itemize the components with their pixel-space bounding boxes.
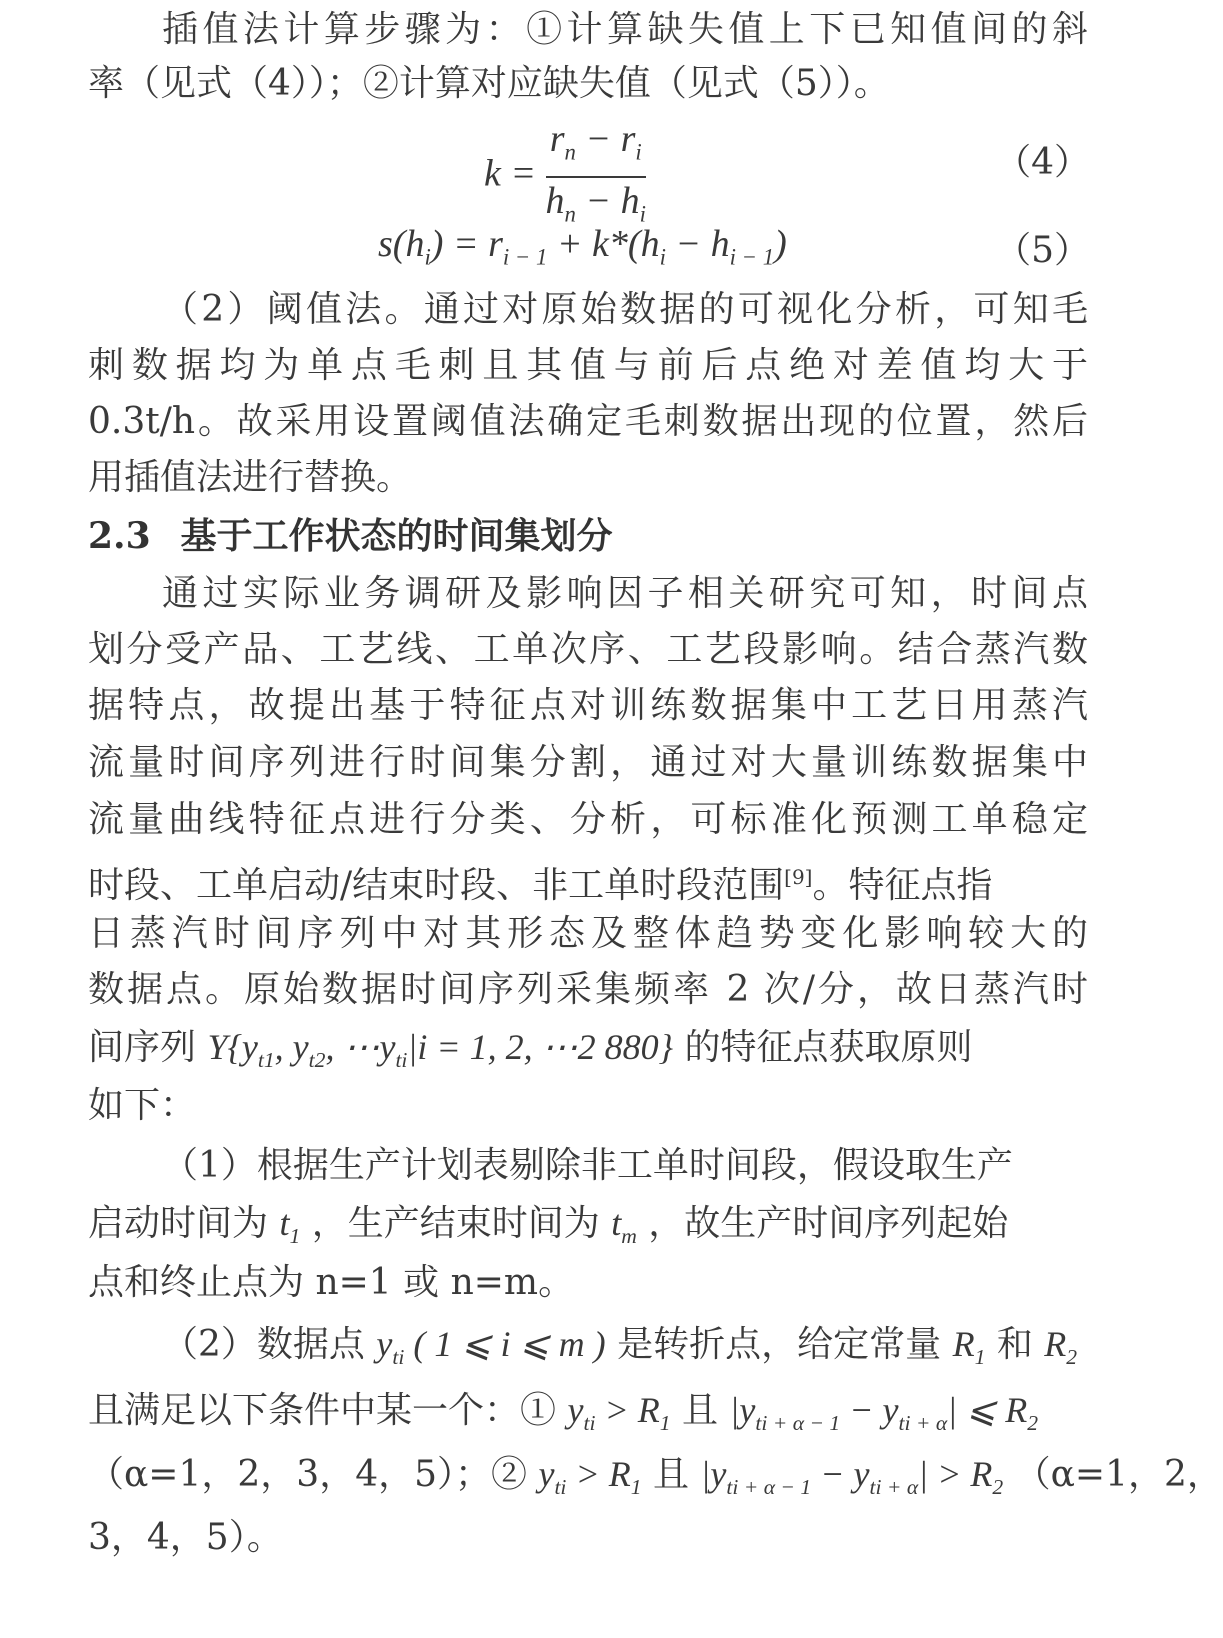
paragraph-line: （1）根据生产计划表剔除非工单时间段，假设取生产 — [162, 1145, 1013, 1186]
paragraph-line: 如下： — [88, 1085, 197, 1126]
paragraph-line — [162, 1314, 1088, 1374]
text-span: 间序列 — [88, 1027, 197, 1068]
paragraph-line: 用插值法进行替换。 — [88, 457, 413, 498]
section-title: 基于工作状态的时间集划分 — [180, 515, 613, 557]
text-span: 且 — [682, 1390, 719, 1431]
text-span: （α=1，2，3，4，5）；② — [88, 1454, 527, 1495]
paragraph-line: 点和终止点为 n=1 或 n=m。 — [88, 1262, 575, 1303]
text-span: 时段、工单启动/结束时段、非工单时段范围 — [88, 865, 785, 906]
equation-5: $s(h_i) = r_{i - 1} + k*(h_i - h_{i - 1})$ — [378, 223, 787, 270]
equation-number: （4） — [995, 142, 1090, 183]
section-number: 2.3 — [88, 515, 151, 557]
paragraph-line — [88, 1193, 1088, 1253]
paragraph-line: 据特点，故提出基于特征点对训练数据集中工艺日用蒸汽 — [88, 685, 1088, 726]
text-span: 。特征点指 — [812, 865, 993, 906]
paragraph-line — [88, 1380, 1088, 1440]
math-inline: $y_{ti}$ ( 1 ⩽ i ⩽ m ) — [376, 1324, 606, 1370]
text-span: （2）数据点 — [162, 1324, 365, 1365]
math-inline: $t_m$ — [611, 1203, 637, 1249]
paragraph-line — [88, 1444, 1223, 1504]
math-inline: $y_{ti} > R_1$ — [567, 1390, 671, 1436]
math-inline: $y_{ti} > R_1$ — [538, 1454, 642, 1500]
math-inline: $Y\{y_{t1}$, $y_{t2}$, $\cdots y_{ti}|i = 1$, 2, ⋯2 880} — [207, 1027, 674, 1073]
paragraph-line: 刺数据均为单点毛刺且其值与前后点绝对差值均大于 — [88, 345, 1088, 386]
paragraph-line — [88, 1017, 1088, 1077]
text-span: （α=1，2， — [1014, 1454, 1223, 1495]
paragraph-line: 数据点。原始数据时间序列采集频率 2 次/分，故日蒸汽时 — [88, 969, 1088, 1010]
paragraph-line: 0.3t/h。故采用设置阈值法确定毛刺数据出现的位置，然后 — [88, 401, 1088, 442]
paragraph-line: 流量时间序列进行时间集分割，通过对大量训练数据集中 — [88, 742, 1088, 783]
text-span: 和 — [996, 1324, 1033, 1365]
equation-number: （5） — [995, 230, 1090, 271]
fraction: $\frac{r_n - r_i}{h_n - h_i}$ — [545, 118, 646, 227]
text-span: 且 — [652, 1454, 689, 1495]
text-span: ，故生产时间序列起始 — [648, 1203, 1009, 1244]
text-span: 启动时间为 — [88, 1203, 269, 1244]
equation-4: k = $\frac{r_n - r_i}{h_n - h_i}$ — [484, 118, 646, 208]
text-span: 是转折点，给定常量 — [617, 1324, 942, 1365]
paragraph-line: 率（见式（4））；②计算对应缺失值（见式（5））。 — [88, 63, 890, 104]
section-heading — [88, 506, 1088, 566]
paragraph-line — [88, 847, 1088, 907]
math-inline: $|y_{ti + \alpha - 1} - y_{ti + \alpha}|$ ⩽ $R_2$ — [729, 1390, 1039, 1436]
text-span: 且满足以下条件中某一个：① — [88, 1390, 557, 1431]
math-inline: $|y_{ti + \alpha - 1} - y_{ti + \alpha}| > R_2$ — [700, 1454, 1004, 1500]
paragraph-line: 插值法计算步骤为：①计算缺失值上下已知值间的斜 — [162, 9, 1088, 50]
math-inline: $R_2$ — [1044, 1324, 1078, 1370]
text-span: ，生产结束时间为 — [311, 1203, 600, 1244]
citation-ref: [9] — [784, 865, 813, 889]
paragraph-line: 日蒸汽时间序列中对其形态及整体趋势变化影响较大的 — [88, 913, 1088, 954]
paragraph-line: 划分受产品、工艺线、工单次序、工艺段影响。结合蒸汽数 — [88, 629, 1088, 670]
math-inline: $t_1$ — [279, 1203, 301, 1249]
paragraph-line: （2）阈值法。通过对原始数据的可视化分析，可知毛 — [162, 289, 1088, 330]
text-span: 的特征点获取原则 — [684, 1027, 973, 1068]
paragraph-line: 通过实际业务调研及影响因子相关研究可知，时间点 — [162, 573, 1088, 614]
paragraph-line: 3，4，5）。 — [88, 1517, 283, 1558]
math-inline: $R_1$ — [952, 1324, 986, 1370]
paragraph-line: 流量曲线特征点进行分类、分析，可标准化预测工单稳定 — [88, 799, 1088, 840]
